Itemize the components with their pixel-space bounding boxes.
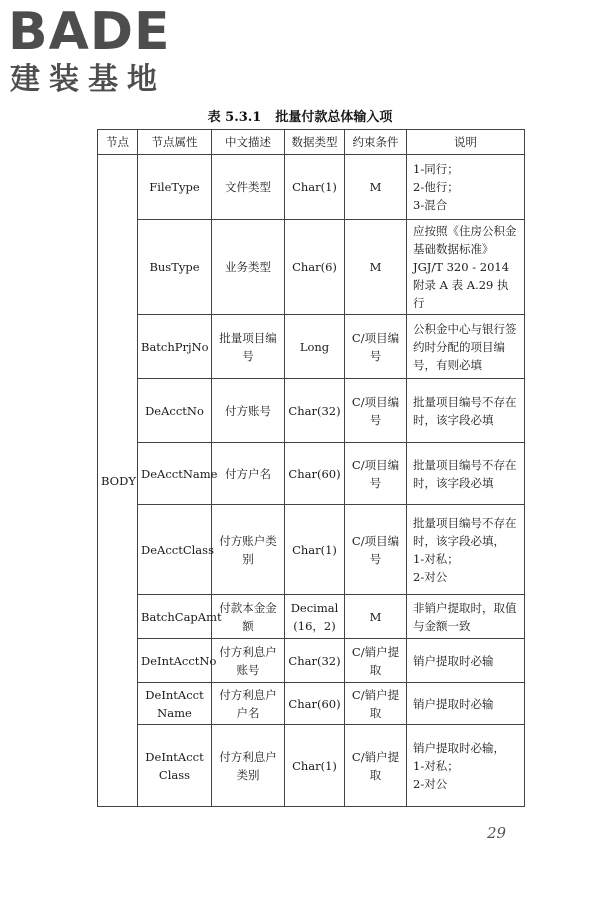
header-constraint: 约束条件 <box>345 130 407 155</box>
data-type-cell: Char(1) <box>285 725 345 807</box>
table-row <box>98 379 525 443</box>
node-cell: BODY <box>98 155 138 807</box>
remarks-cell: 非销户提取时，取值与金额一致 <box>407 595 525 639</box>
node-attribute-cell: BatchPrjNo <box>138 315 212 379</box>
node-attribute-cell: DeIntAcct Name <box>138 683 212 725</box>
chinese-description-cell: 付方利息户 账号 <box>212 639 285 683</box>
logo-wordmark: BADE <box>8 2 171 62</box>
remarks-cell: 批量项目编号不存在时，该字段必填 <box>407 379 525 443</box>
data-type-cell: Char(32) <box>285 639 345 683</box>
constraint-cell: C/项目编号 <box>345 379 407 443</box>
constraint-cell: C/销户提取 <box>345 639 407 683</box>
constraint-cell: C/项目编号 <box>345 443 407 505</box>
table-title: 批量付款总体输入项 <box>275 110 393 125</box>
remarks-cell: 销户提取时必输 <box>407 683 525 725</box>
page-number: 29 <box>487 824 507 842</box>
constraint-cell: C/项目编号 <box>345 505 407 595</box>
remarks-cell: 1-同行； 2-他行； 3-混合 <box>407 155 525 220</box>
table-row <box>98 155 525 220</box>
data-type-cell: Char(1) <box>285 505 345 595</box>
remarks-cell: 批量项目编号不存在时，该字段必填， 1-对私； 2-对公 <box>407 505 525 595</box>
table-caption <box>0 106 600 125</box>
header-data-type: 数据类型 <box>285 130 345 155</box>
chinese-description-cell: 付方账号 <box>212 379 285 443</box>
node-attribute-cell: DeIntAcct Class <box>138 725 212 807</box>
table-header-row <box>98 130 525 155</box>
constraint-cell: M <box>345 155 407 220</box>
table-row <box>98 725 525 807</box>
data-type-cell: Char(6) <box>285 220 345 315</box>
header-remarks: 说明 <box>407 130 525 155</box>
node-attribute-cell: BusType <box>138 220 212 315</box>
chinese-description-cell: 业务类型 <box>212 220 285 315</box>
chinese-description-cell: 付方户名 <box>212 443 285 505</box>
data-type-cell: Char(1) <box>285 155 345 220</box>
chinese-description-cell: 文件类型 <box>212 155 285 220</box>
table-row <box>98 505 525 595</box>
chinese-description-cell: 付方利息户 户名 <box>212 683 285 725</box>
chinese-description-cell: 付款本金金额 <box>212 595 285 639</box>
header-chinese-description: 中文描述 <box>212 130 285 155</box>
constraint-cell: M <box>345 595 407 639</box>
data-type-cell: Decimal (16，2) <box>285 595 345 639</box>
table-body <box>98 155 525 807</box>
node-attribute-cell: DeIntAcctNo <box>138 639 212 683</box>
chinese-description-cell: 付方利息户 类别 <box>212 725 285 807</box>
data-type-cell: Char(60) <box>285 683 345 725</box>
input-items-table <box>97 129 525 807</box>
logo-subtitle: 建装基地 <box>10 62 166 97</box>
data-type-cell: Long <box>285 315 345 379</box>
header-node-attribute: 节点属性 <box>138 130 212 155</box>
constraint-cell: C/项目编号 <box>345 315 407 379</box>
data-type-cell: Char(32) <box>285 379 345 443</box>
constraint-cell: C/销户提取 <box>345 683 407 725</box>
table-row <box>98 315 525 379</box>
constraint-cell: C/销户提取 <box>345 725 407 807</box>
chinese-description-cell: 付方账户类别 <box>212 505 285 595</box>
constraint-cell: M <box>345 220 407 315</box>
node-attribute-cell: DeAcctClass <box>138 505 212 595</box>
bade-logo <box>8 2 183 98</box>
table-row <box>98 683 525 725</box>
table-row <box>98 220 525 315</box>
node-attribute-cell: DeAcctNo <box>138 379 212 443</box>
node-attribute-cell: DeAcctName <box>138 443 212 505</box>
table-row <box>98 639 525 683</box>
header-node: 节点 <box>98 130 138 155</box>
data-type-cell: Char(60) <box>285 443 345 505</box>
table-number: 表 5.3.1 <box>207 110 262 125</box>
remarks-cell: 应按照《住房公积金基础数据标准》JGJ/T 320 - 2014 附录 A 表 A.29 执行 <box>407 220 525 315</box>
table-row <box>98 595 525 639</box>
table-row <box>98 443 525 505</box>
node-attribute-cell: BatchCapAmt <box>138 595 212 639</box>
remarks-cell: 销户提取时必输， 1-对私； 2-对公 <box>407 725 525 807</box>
remarks-cell: 批量项目编号不存在时，该字段必填 <box>407 443 525 505</box>
remarks-cell: 销户提取时必输 <box>407 639 525 683</box>
node-attribute-cell: FileType <box>138 155 212 220</box>
chinese-description-cell: 批量项目编号 <box>212 315 285 379</box>
remarks-cell: 公积金中心与银行签约时分配的项目编号，有则必填 <box>407 315 525 379</box>
